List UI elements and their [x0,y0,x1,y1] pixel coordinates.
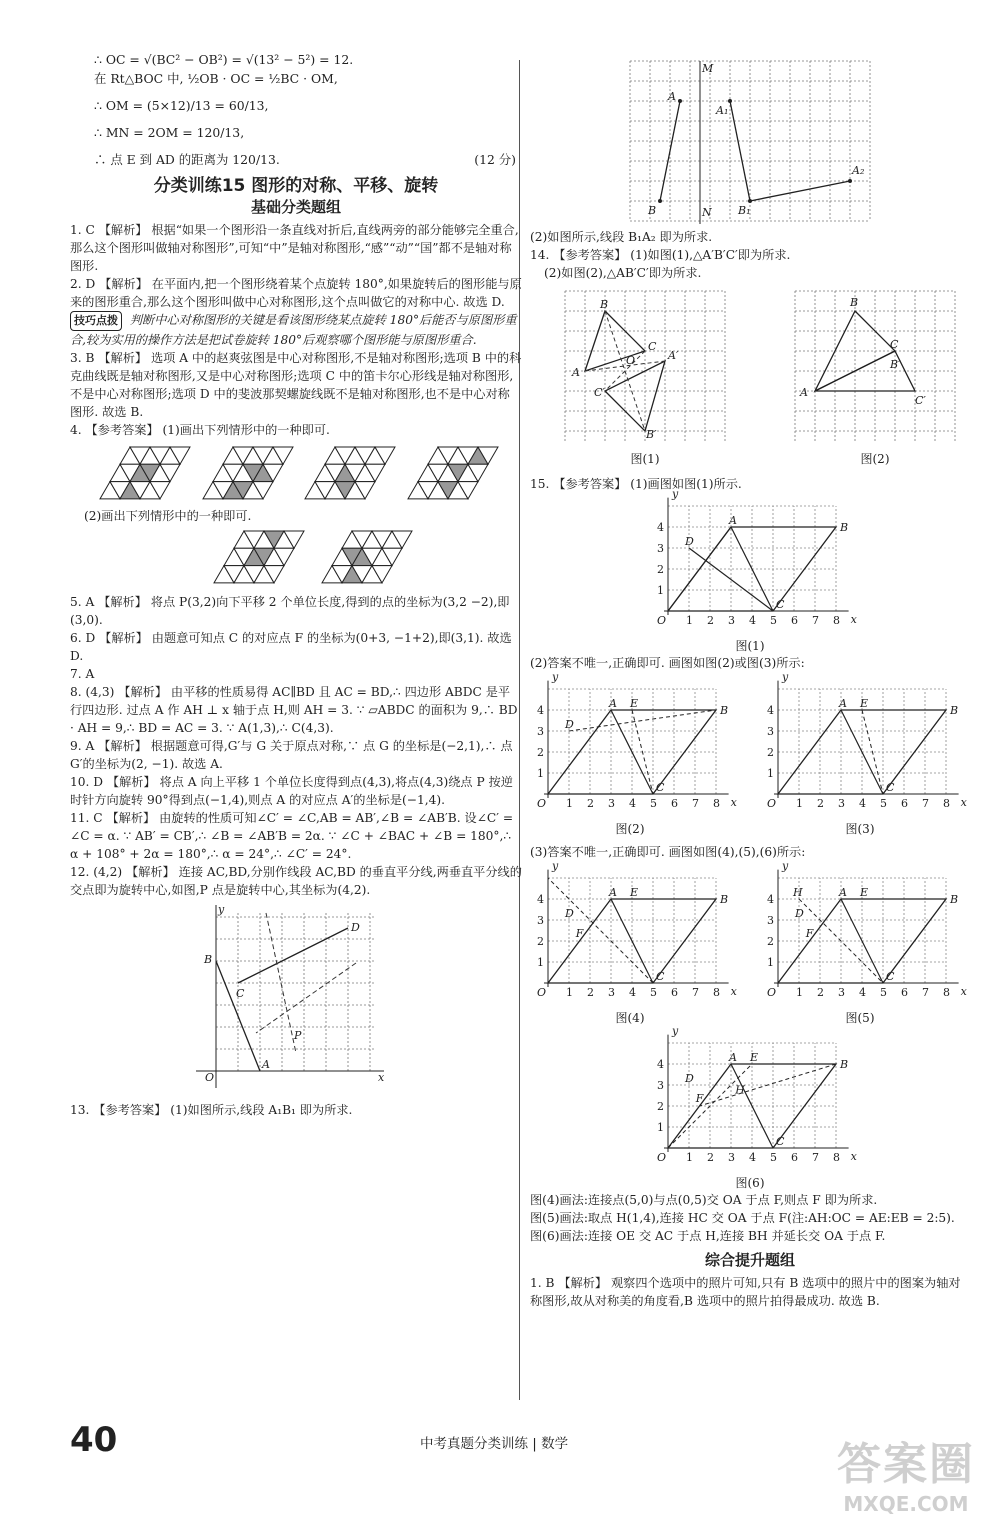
svg-text:1: 1 [566,797,573,810]
svg-text:1: 1 [796,986,803,999]
svg-text:O: O [657,1151,667,1164]
q15-figures-23 [530,670,967,837]
eq-distance [70,150,522,169]
svg-text:A: A [800,386,808,399]
answer-11: 11. C 【解析】 由旋转的性质可知∠C′ = ∠C,AB = AB′,∠B = ∠AB′B. 设∠C′ = ∠C = α. ∵ AB′ = CB′,∴ ∠B = ∠AB′B = 2α. ∵ ∠C + ∠BAC + ∠B = 180°,∴ α + 108° + 2α = 180°,∴ α = 24°,∴ ∠C′ = 24°. [70,811,514,861]
translation-figure [620,56,880,228]
q15-figure-5 [760,859,967,1026]
svg-text:E: E [860,886,869,899]
svg-text:B′: B′ [646,428,657,441]
page-number: 40 [70,1420,118,1460]
svg-text:7: 7 [692,797,699,810]
triangle-grid-row-1 [96,443,496,505]
svg-text:3: 3 [537,914,544,927]
svg-text:1: 1 [767,956,774,969]
svg-text:B: B [204,953,213,966]
svg-text:4: 4 [657,1058,664,1071]
svg-text:3: 3 [767,725,774,738]
svg-text:4: 4 [767,893,774,906]
svg-text:4: 4 [537,893,544,906]
svg-text:A: A [262,1058,270,1071]
caption-q15-fig2: 图(2) [615,822,645,836]
svg-text:O: O [767,797,777,810]
svg-text:A: A [609,697,617,710]
svg-text:7: 7 [922,797,929,810]
svg-text:D: D [351,921,360,934]
svg-text:y: y [672,1024,679,1038]
svg-text:4: 4 [537,704,544,717]
svg-text:B: B [648,204,657,217]
svg-text:5: 5 [770,614,777,627]
svg-text:C: C [890,338,899,351]
svg-text:y: y [552,670,559,684]
answer-15c: (3)答案不唯一,正确即可. 画图如图(4),(5),(6)所示: [530,845,806,859]
watermark-bottom: MXQE.COM [843,1492,969,1516]
answer-13b: (2)如图所示,线段 B₁A₂ 即为所求. [530,230,713,244]
svg-text:2: 2 [707,614,714,627]
svg-text:E: E [750,1051,759,1064]
svg-text:D: D [565,718,574,731]
coordinate-figure [760,859,967,1005]
svg-text:A′: A′ [668,349,679,362]
svg-text:A: A [729,514,737,527]
svg-text:x: x [378,1071,385,1084]
section-title: 分类训练15 图形的对称、平移、旋转 [153,176,439,196]
svg-text:C′: C′ [915,394,926,407]
svg-text:D: D [795,907,804,920]
svg-text:4: 4 [657,521,664,534]
svg-text:A: A [609,886,617,899]
svg-text:x: x [850,613,857,626]
svg-text:O: O [537,986,547,999]
svg-text:B: B [720,704,729,717]
svg-text:x: x [730,796,737,809]
svg-text:C: C [236,987,245,1000]
svg-text:7: 7 [812,1151,819,1164]
svg-text:8: 8 [713,986,720,999]
svg-text:E: E [630,886,639,899]
answer-7: 7. A [70,667,95,681]
coordinate-figure [650,1024,857,1170]
svg-text:B′: B′ [890,358,901,371]
svg-text:A₂: A₂ [852,164,865,177]
svg-text:x: x [960,985,967,998]
caption-q15-fig1: 图(1) [735,639,765,653]
q15-figures-45 [530,859,967,1026]
svg-text:H: H [735,1083,745,1097]
answer-8: 8. (4,3) 【解析】 由平移的性质易得 AC∥BD 且 AC = BD,∴ 四边形 ABDC 是平行四边形. 过点 A 作 AH ⊥ x 轴于点 H,则 AH = 3. ∵ ▱ABDC 的面积为 9,∴ BD · AH = 9,∴ BD = AC = 3. ∵ A(1,3),∴ C(4,3). [70,685,518,735]
svg-text:3: 3 [728,614,735,627]
svg-text:H: H [793,886,803,899]
svg-text:D: D [685,535,694,548]
svg-text:5: 5 [880,986,887,999]
svg-text:2: 2 [817,797,824,810]
svg-text:4: 4 [629,986,636,999]
svg-text:1: 1 [796,797,803,810]
svg-text:5: 5 [880,797,887,810]
left-column [70,50,522,1119]
q15-figure-6 [530,1024,970,1191]
svg-text:O: O [626,354,636,367]
svg-text:1: 1 [767,767,774,780]
svg-text:A: A [839,886,847,899]
q15-figure-4 [530,859,737,1026]
svg-text:B: B [950,893,959,906]
svg-text:4: 4 [749,1151,756,1164]
eq-mn: ∴ MN = 2OM = 120/13, [94,125,245,140]
q15-figure-2 [530,670,737,837]
svg-text:1: 1 [657,584,664,597]
triangle-grid-figure [210,527,302,589]
triangle-grid-row-2 [210,527,410,589]
svg-text:B: B [850,296,859,309]
svg-text:7: 7 [922,986,929,999]
rotation-center-figure [196,903,396,1093]
answer-3: 3. B 【解析】 选项 A 中的赵爽弦图是中心对称图形,不是轴对称图形;选项 B 中的科克曲线既是轴对称图形,又是中心对称图形;选项 C 中的笛卡尔心形线是轴对称图形,不是中心对称图形;选项 D 中的斐波那契螺旋线既不是轴对称图形,也不是中心对称图形. 故选 B. [70,351,522,419]
watermark-top: 答案圈 [837,1439,975,1490]
svg-text:C: C [776,598,785,611]
svg-text:8: 8 [943,797,950,810]
svg-text:F: F [805,926,814,940]
svg-text:C′: C′ [594,386,605,399]
svg-text:3: 3 [537,725,544,738]
method-fig5: 图(5)画法:取点 H(1,4),连接 HC 交 OA 于点 F(注:AH:OC = AE:EB = 2:5). [530,1211,955,1225]
method-fig6: 图(6)画法:连接 OE 交 AC 于点 H,连接 BH 并延长交 OA 于点 F. [530,1229,886,1243]
svg-text:C: C [886,781,895,794]
svg-text:2: 2 [767,935,774,948]
svg-text:4: 4 [859,797,866,810]
q14-figure-2 [790,286,960,467]
answer-9: 9. A 【解析】 根据题意可得,G′与 G 关于原点对称,∵ 点 G 的坐标是(−2,1),∴ 点 G′的坐标为(2, −1). 故选 A. [70,739,513,771]
svg-text:6: 6 [901,797,908,810]
rotation-figure-1 [560,286,730,446]
eq-distance-text: ∴ 点 E 到 AD 的距离为 120/13. [94,152,280,167]
svg-text:2: 2 [767,746,774,759]
answer-13: 13. 【参考答案】 (1)如图所示,线段 A₁B₁ 即为所求. [70,1103,353,1117]
answer-6: 6. D 【解析】 由题意可知点 C 的对应点 F 的坐标为(0+3, −1+2),即(3,1). 故选 D. [70,631,512,663]
svg-text:F: F [575,926,584,940]
answer-14a: 14. 【参考答案】 (1)如图(1),△A′B′C′即为所求. [530,248,791,262]
svg-text:4: 4 [767,704,774,717]
svg-text:N: N [702,206,712,219]
svg-text:C: C [648,340,657,353]
svg-text:8: 8 [943,986,950,999]
triangle-grid-figure [96,443,188,505]
svg-text:y: y [552,859,559,873]
svg-text:4: 4 [629,797,636,810]
svg-text:4: 4 [749,614,756,627]
svg-text:7: 7 [812,614,819,627]
svg-text:B: B [840,1058,849,1071]
svg-text:3: 3 [767,914,774,927]
svg-text:M: M [702,62,714,75]
svg-text:2: 2 [657,1100,664,1113]
watermark [837,1428,975,1516]
svg-text:1: 1 [686,1151,693,1164]
svg-text:5: 5 [770,1151,777,1164]
svg-text:3: 3 [657,1079,664,1092]
svg-text:5: 5 [650,986,657,999]
svg-text:O: O [767,986,777,999]
svg-text:2: 2 [587,986,594,999]
svg-text:5: 5 [650,797,657,810]
tip [70,311,522,349]
svg-text:D: D [565,907,574,920]
eq-oc: ∴ OC = √(BC² − OB²) = √(13² − 5²) = 12. [94,52,354,67]
eq-area: 在 Rt△BOC 中, ½OB · OC = ½BC · OM, [94,71,338,86]
answer-5: 5. A 【解析】 将点 P(3,2)向下平移 2 个单位长度,得到的点的坐标为(3,2 −2),即(3,0). [70,595,510,627]
svg-text:2: 2 [707,1151,714,1164]
caption-q15-fig5: 图(5) [845,1011,875,1025]
svg-text:B: B [840,521,849,534]
svg-text:D: D [685,1072,694,1085]
svg-text:A: A [572,366,580,379]
svg-text:B: B [720,893,729,906]
svg-text:x: x [730,985,737,998]
section-subtitle: 基础分类题组 [250,198,341,216]
score: (12 分) [474,152,516,167]
svg-text:1: 1 [537,767,544,780]
svg-text:x: x [960,796,967,809]
tip-text: 判断中心对称图形的关键是看该图形绕某点旋转 180°后能否与原图形重合,较为实用的操作方法是把试卷旋转 180°后观察哪个图形能与原图形重合. [70,313,517,347]
svg-text:A₁: A₁ [716,104,729,117]
coordinate-figure [530,670,737,816]
triangle-grid-figure [404,443,496,505]
svg-text:3: 3 [838,797,845,810]
svg-text:y: y [218,903,225,916]
answer-15a: 15. 【参考答案】 (1)画图如图(1)所示. [530,477,742,491]
triangle-grid-figure [318,527,410,589]
rotation-figure-2 [790,286,960,446]
caption-q15-fig3: 图(3) [845,822,875,836]
coordinate-figure [530,859,737,1005]
svg-text:6: 6 [901,986,908,999]
svg-text:2: 2 [537,746,544,759]
svg-text:3: 3 [608,797,615,810]
svg-text:1: 1 [686,614,693,627]
svg-text:F: F [695,1091,704,1105]
svg-text:B: B [950,704,959,717]
svg-text:B: B [600,298,609,311]
eq-om: ∴ OM = (5×12)/13 = 60/13, [94,98,269,113]
svg-text:y: y [782,670,789,684]
svg-text:y: y [782,859,789,873]
svg-text:x: x [850,1150,857,1163]
answer-z1: 1. B 【解析】 观察四个选项中的照片可知,只有 B 选项中的照片中的图案为轴对称图形,故从对称美的角度看,B 选项中的照片拍得最成功. 故选 B. [530,1276,961,1308]
svg-text:A: A [729,1051,737,1064]
svg-text:O: O [537,797,547,810]
svg-text:y: y [672,487,679,501]
q15-figure-1 [530,487,970,654]
svg-text:P: P [294,1029,302,1042]
svg-text:C: C [886,970,895,983]
svg-text:2: 2 [537,935,544,948]
svg-text:8: 8 [833,614,840,627]
tip-label: 技巧点拨 [70,311,122,331]
svg-text:7: 7 [692,986,699,999]
answer-2: 2. D 【解析】 在平面内,把一个图形绕着某个点旋转 180°,如果旋转后的图形能与原来的图形重合,那么这个图形叫做中心对称图形,这个点叫做它的对称中心. 故选 D. [70,277,522,309]
svg-text:3: 3 [838,986,845,999]
svg-text:C: C [776,1135,785,1148]
svg-text:B₁: B₁ [738,204,751,217]
svg-text:2: 2 [587,797,594,810]
svg-text:C: C [656,781,665,794]
coordinate-figure [760,670,967,816]
answer-1: 1. C 【解析】 根据“如果一个图形沿一条直线对折后,直线两旁的部分能够完全重合,那么这个图形叫做轴对称图形”,可知“中”是轴对称图形,“感”“动”“国”都不是轴对称图形. [70,223,519,273]
svg-text:1: 1 [566,986,573,999]
answer-14b: (2)如图(2),△AB′C′即为所求. [544,266,702,280]
answer-4b: (2)画出下列情形中的一种即可. [84,509,252,523]
svg-text:O: O [657,614,667,627]
svg-text:C: C [656,970,665,983]
right-column [530,50,970,1310]
svg-text:6: 6 [791,1151,798,1164]
answer-4a: 4. 【参考答案】 (1)画出下列情形中的一种即可. [70,423,330,437]
method-fig4: 图(4)画法:连接点(5,0)与点(0,5)交 OA 于点 F,则点 F 即为所求. [530,1193,878,1207]
svg-text:2: 2 [817,986,824,999]
svg-text:A: A [839,697,847,710]
q14-figure-1 [560,286,730,467]
svg-text:1: 1 [657,1121,664,1134]
answer-10: 10. D 【解析】 将点 A 向上平移 1 个单位长度得到点(4,3),将点(4,3)绕点 P 按逆时针方向旋转 90°得到点(−1,4),则点 A 的对应点 A′的坐标是(−1,4). [70,775,513,807]
svg-text:4: 4 [859,986,866,999]
svg-text:E: E [630,697,639,710]
triangle-grid-figure [199,443,291,505]
svg-text:3: 3 [608,986,615,999]
answer-15b: (2)答案不唯一,正确即可. 画图如图(2)或图(3)所示: [530,656,805,670]
triangle-grid-figure [301,443,393,505]
section2-title: 综合提升题组 [704,1251,795,1269]
answer-12: 12. (4,2) 【解析】 连接 AC,BD,分别作线段 AC,BD 的垂直平分线,两垂直平分线的交点即为旋转中心,如图,P 点是旋转中心,其坐标为(4,2). [70,865,522,897]
svg-text:E: E [860,697,869,710]
svg-text:O: O [205,1071,215,1084]
caption-q15-fig6: 图(6) [735,1176,765,1190]
svg-text:8: 8 [833,1151,840,1164]
q14-figures [560,286,960,467]
caption-q15-fig4: 图(4) [615,1011,645,1025]
q15-figure-3 [760,670,967,837]
svg-text:3: 3 [657,542,664,555]
caption-q14-fig1: 图(1) [630,452,660,466]
caption-q14-fig2: 图(2) [860,452,890,466]
coordinate-figure [650,487,857,633]
svg-text:6: 6 [791,614,798,627]
svg-text:6: 6 [671,797,678,810]
svg-text:A: A [668,90,676,103]
svg-text:3: 3 [728,1151,735,1164]
svg-text:2: 2 [657,563,664,576]
svg-text:6: 6 [671,986,678,999]
svg-text:8: 8 [713,797,720,810]
svg-text:1: 1 [537,956,544,969]
book-title: 中考真题分类训练 | 数学 [420,1436,569,1452]
